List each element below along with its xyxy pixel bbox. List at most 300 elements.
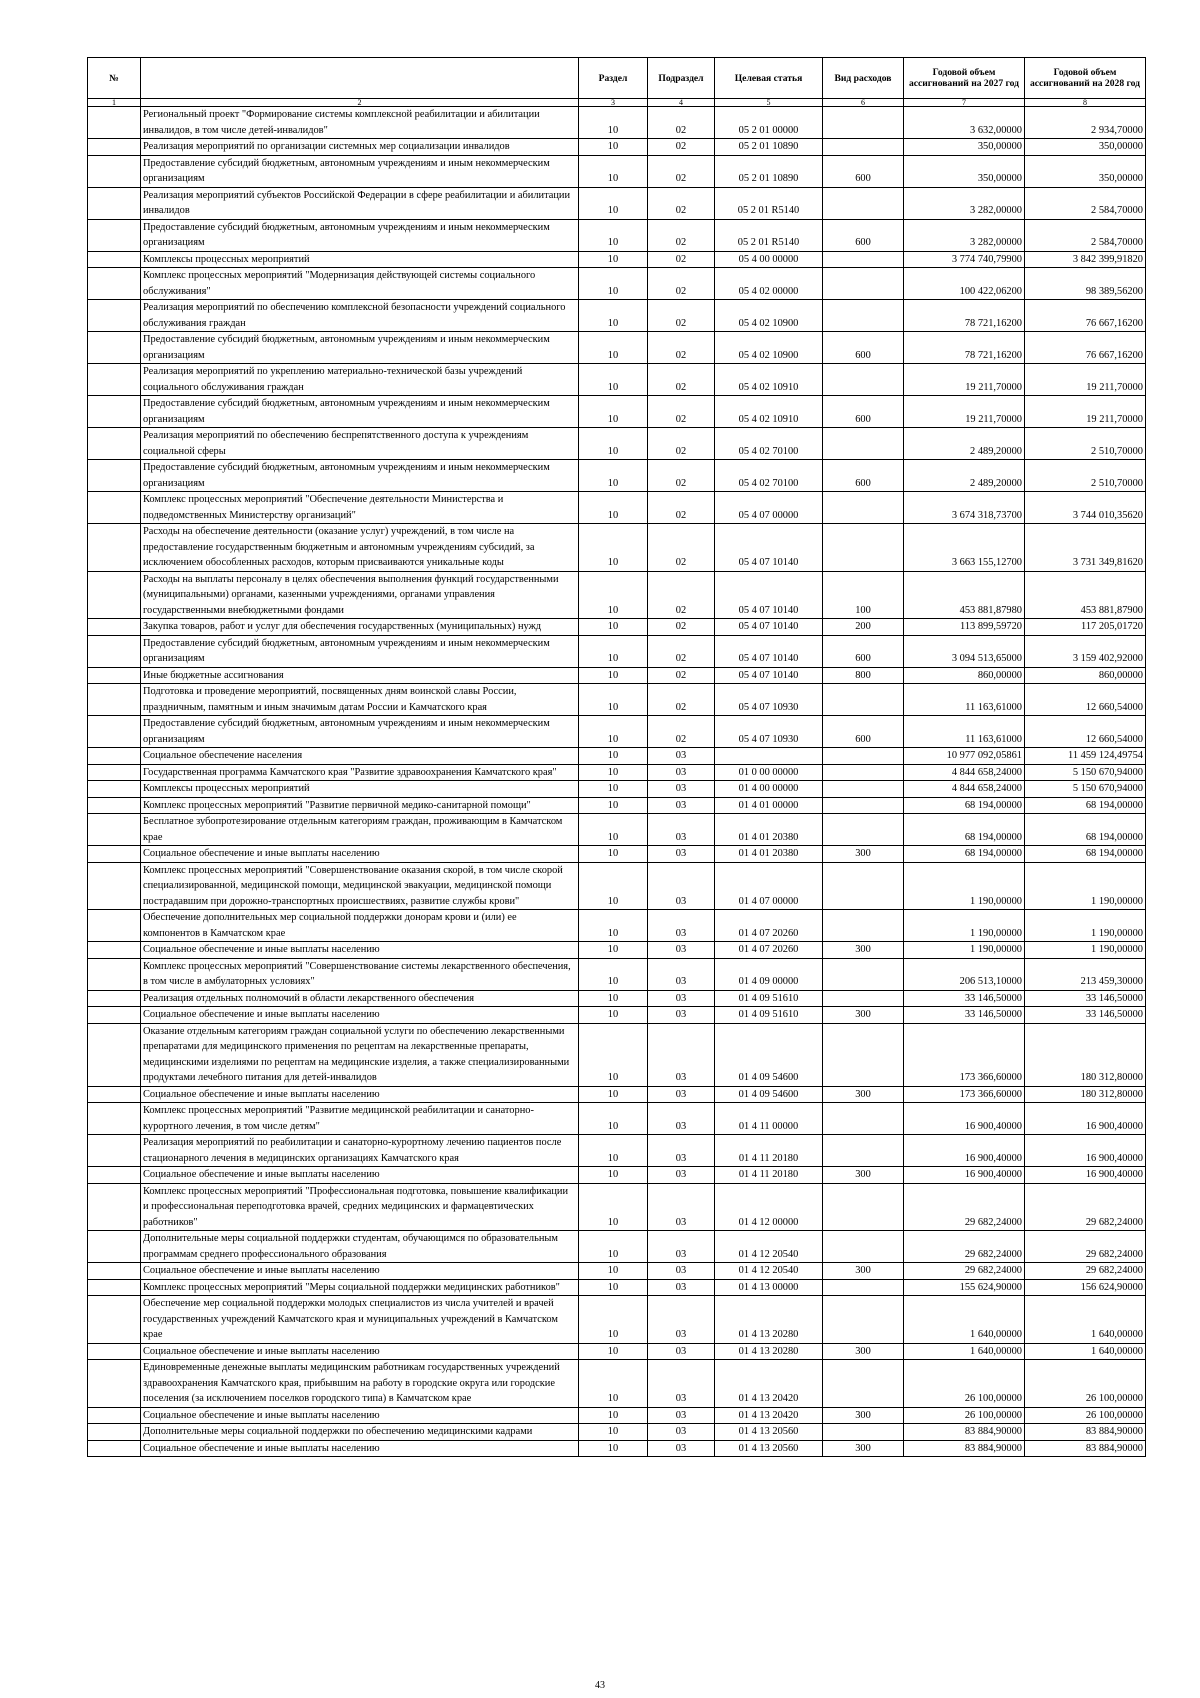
row-name-cell: Комплекс процессных мероприятий "Профессиональная подготовка, повышение квалификации и профессиональная переподготовка врачей, средних медицинских и фармацевтических работников" <box>141 1183 579 1231</box>
row-subsection-cell: 03 <box>648 1440 715 1457</box>
row-expense-type-cell <box>823 1296 904 1344</box>
table-row <box>88 846 1146 863</box>
row-number-cell <box>88 332 141 364</box>
row-number-cell <box>88 667 141 684</box>
row-target-article-cell: 05 4 07 10140 <box>715 571 823 619</box>
row-amount-2027-cell: 68 194,00000 <box>904 797 1025 814</box>
row-amount-2028-cell: 5 150 670,94000 <box>1025 764 1146 781</box>
row-number-cell <box>88 492 141 524</box>
row-name-cell: Комплекс процессных мероприятий "Совершенствование оказания скорой, в том числе скорой специализированной, медицинской помощи, медицинской эвакуации, медицинской помощи пострадавшим при дорожно-транспортных происшествиях, развитие службы крови" <box>141 862 579 910</box>
row-section-cell: 10 <box>579 781 648 798</box>
row-amount-2028-cell: 3 159 402,92000 <box>1025 635 1146 667</box>
column-number: 3 <box>579 99 648 107</box>
row-number-cell <box>88 1231 141 1263</box>
row-section-cell: 10 <box>579 716 648 748</box>
row-section-cell: 10 <box>579 524 648 572</box>
row-amount-2028-cell: 350,00000 <box>1025 155 1146 187</box>
row-number-cell <box>88 1279 141 1296</box>
row-amount-2027-cell: 33 146,50000 <box>904 990 1025 1007</box>
row-expense-type-cell <box>823 428 904 460</box>
table-row <box>88 1440 1146 1457</box>
row-section-cell: 10 <box>579 300 648 332</box>
row-section-cell: 10 <box>579 990 648 1007</box>
row-expense-type-cell <box>823 748 904 765</box>
row-target-article-cell: 01 4 13 20560 <box>715 1424 823 1441</box>
row-amount-2027-cell: 29 682,24000 <box>904 1231 1025 1263</box>
row-expense-type-cell <box>823 797 904 814</box>
row-subsection-cell: 03 <box>648 1007 715 1024</box>
row-expense-type-cell <box>823 1135 904 1167</box>
row-amount-2027-cell: 29 682,24000 <box>904 1183 1025 1231</box>
row-expense-type-cell: 800 <box>823 667 904 684</box>
row-subsection-cell: 03 <box>648 942 715 959</box>
row-subsection-cell: 02 <box>648 364 715 396</box>
row-amount-2027-cell: 173 366,60000 <box>904 1086 1025 1103</box>
row-number-cell <box>88 1086 141 1103</box>
row-section-cell: 10 <box>579 1263 648 1280</box>
row-section-cell: 10 <box>579 910 648 942</box>
row-target-article-cell: 01 4 07 20260 <box>715 910 823 942</box>
row-amount-2028-cell: 76 667,16200 <box>1025 332 1146 364</box>
table-row <box>88 1279 1146 1296</box>
row-subsection-cell: 03 <box>648 1343 715 1360</box>
row-amount-2027-cell: 3 094 513,65000 <box>904 635 1025 667</box>
row-amount-2027-cell: 100 422,06200 <box>904 268 1025 300</box>
row-subsection-cell: 02 <box>648 300 715 332</box>
row-name-cell: Бесплатное зубопротезирование отдельным категориям граждан, проживающим в Камчатском крае <box>141 814 579 846</box>
table-row <box>88 1296 1146 1344</box>
row-target-article-cell: 05 4 02 00000 <box>715 268 823 300</box>
row-expense-type-cell <box>823 958 904 990</box>
row-amount-2027-cell: 3 774 740,79900 <box>904 251 1025 268</box>
row-name-cell: Единовременные денежные выплаты медицинским работникам государственных учреждений здравоохранения Камчатского края, прибывшим на работу в городские округа или городские поселения (за исключением поселков городского типа) в Камчатском крае <box>141 1360 579 1408</box>
table-row <box>88 571 1146 619</box>
row-name-cell: Региональный проект "Формирование системы комплексной реабилитации и абилитации инвалидов, в том числе детей-инвалидов" <box>141 107 579 139</box>
row-amount-2028-cell: 68 194,00000 <box>1025 797 1146 814</box>
row-target-article-cell: 01 4 01 00000 <box>715 797 823 814</box>
row-amount-2027-cell: 19 211,70000 <box>904 396 1025 428</box>
row-expense-type-cell <box>823 862 904 910</box>
row-amount-2027-cell: 3 632,00000 <box>904 107 1025 139</box>
table-row <box>88 1360 1146 1408</box>
row-amount-2027-cell: 16 900,40000 <box>904 1103 1025 1135</box>
row-amount-2028-cell: 16 900,40000 <box>1025 1167 1146 1184</box>
row-expense-type-cell <box>823 364 904 396</box>
row-amount-2027-cell: 1 190,00000 <box>904 942 1025 959</box>
row-number-cell <box>88 428 141 460</box>
row-target-article-cell: 01 4 12 20540 <box>715 1263 823 1280</box>
row-number-cell <box>88 1183 141 1231</box>
row-name-cell: Обеспечение мер социальной поддержки молодых специалистов из числа учителей и врачей государственных учреждений Камчатского края и муниципальных учреждений в Камчатском крае <box>141 1296 579 1344</box>
row-name-cell: Комплекс процессных мероприятий "Развитие первичной медико-санитарной помощи" <box>141 797 579 814</box>
row-target-article-cell: 01 4 13 20420 <box>715 1407 823 1424</box>
column-number: 8 <box>1025 99 1146 107</box>
row-amount-2028-cell: 29 682,24000 <box>1025 1183 1146 1231</box>
row-amount-2028-cell: 19 211,70000 <box>1025 396 1146 428</box>
row-expense-type-cell <box>823 251 904 268</box>
row-subsection-cell: 02 <box>648 492 715 524</box>
row-expense-type-cell: 300 <box>823 1407 904 1424</box>
row-name-cell: Предоставление субсидий бюджетным, автономным учреждениям и иным некоммерческим организациям <box>141 396 579 428</box>
row-name-cell: Реализация мероприятий по реабилитации и санаторно-курортному лечению пациентов после стационарного лечения в медицинских организациях Камчатского края <box>141 1135 579 1167</box>
row-expense-type-cell: 600 <box>823 396 904 428</box>
row-target-article-cell: 05 4 02 70100 <box>715 428 823 460</box>
header-expense-type: Вид расходов <box>823 58 904 99</box>
row-section-cell: 10 <box>579 958 648 990</box>
row-amount-2027-cell: 10 977 092,05861 <box>904 748 1025 765</box>
row-amount-2028-cell: 33 146,50000 <box>1025 990 1146 1007</box>
header-section: Раздел <box>579 58 648 99</box>
row-number-cell <box>88 748 141 765</box>
table-row <box>88 1183 1146 1231</box>
row-number-cell <box>88 635 141 667</box>
row-number-cell <box>88 364 141 396</box>
table-row <box>88 364 1146 396</box>
row-expense-type-cell <box>823 990 904 1007</box>
row-subsection-cell: 02 <box>648 667 715 684</box>
table-row <box>88 1086 1146 1103</box>
row-subsection-cell: 03 <box>648 1103 715 1135</box>
table-row <box>88 268 1146 300</box>
table-row <box>88 460 1146 492</box>
row-expense-type-cell <box>823 764 904 781</box>
row-section-cell: 10 <box>579 1296 648 1344</box>
table-row <box>88 667 1146 684</box>
row-amount-2027-cell: 26 100,00000 <box>904 1407 1025 1424</box>
row-section-cell: 10 <box>579 748 648 765</box>
row-expense-type-cell <box>823 300 904 332</box>
row-expense-type-cell <box>823 1231 904 1263</box>
row-number-cell <box>88 942 141 959</box>
row-name-cell: Комплекс процессных мероприятий "Обеспечение деятельности Министерства и подведомственных Министерству организаций" <box>141 492 579 524</box>
row-number-cell <box>88 619 141 636</box>
row-section-cell: 10 <box>579 684 648 716</box>
row-subsection-cell: 03 <box>648 1407 715 1424</box>
row-subsection-cell: 02 <box>648 635 715 667</box>
row-amount-2028-cell: 1 190,00000 <box>1025 862 1146 910</box>
row-number-cell <box>88 1360 141 1408</box>
row-section-cell: 10 <box>579 814 648 846</box>
row-expense-type-cell: 600 <box>823 635 904 667</box>
row-target-article-cell: 01 4 09 51610 <box>715 990 823 1007</box>
table-row <box>88 990 1146 1007</box>
row-section-cell: 10 <box>579 846 648 863</box>
row-target-article-cell: 05 2 01 10890 <box>715 155 823 187</box>
row-expense-type-cell <box>823 139 904 156</box>
table-row <box>88 524 1146 572</box>
row-target-article-cell: 01 4 07 00000 <box>715 862 823 910</box>
table-row <box>88 910 1146 942</box>
table-row <box>88 1135 1146 1167</box>
row-target-article-cell <box>715 748 823 765</box>
row-name-cell: Дополнительные меры социальной поддержки студентам, обучающимся по образовательным программам среднего профессионального образования <box>141 1231 579 1263</box>
row-amount-2028-cell: 1 640,00000 <box>1025 1343 1146 1360</box>
row-target-article-cell: 01 4 09 51610 <box>715 1007 823 1024</box>
row-expense-type-cell <box>823 492 904 524</box>
row-target-article-cell: 05 4 07 10140 <box>715 635 823 667</box>
row-number-cell <box>88 1263 141 1280</box>
row-number-cell <box>88 1007 141 1024</box>
row-amount-2027-cell: 113 899,59720 <box>904 619 1025 636</box>
row-amount-2028-cell: 213 459,30000 <box>1025 958 1146 990</box>
row-number-cell <box>88 524 141 572</box>
row-name-cell: Комплекс процессных мероприятий "Совершенствование системы лекарственного обеспечения, в том числе в амбулаторных условиях" <box>141 958 579 990</box>
row-number-cell <box>88 781 141 798</box>
table-row <box>88 251 1146 268</box>
row-expense-type-cell: 300 <box>823 1440 904 1457</box>
row-target-article-cell: 01 4 11 20180 <box>715 1167 823 1184</box>
table-row <box>88 1023 1146 1086</box>
row-amount-2028-cell: 1 190,00000 <box>1025 910 1146 942</box>
row-expense-type-cell <box>823 781 904 798</box>
table-row <box>88 748 1146 765</box>
table-row <box>88 942 1146 959</box>
row-section-cell: 10 <box>579 1279 648 1296</box>
row-name-cell: Комплексы процессных мероприятий <box>141 251 579 268</box>
row-number-cell <box>88 155 141 187</box>
row-amount-2027-cell: 26 100,00000 <box>904 1360 1025 1408</box>
row-amount-2028-cell: 29 682,24000 <box>1025 1263 1146 1280</box>
row-name-cell: Комплекс процессных мероприятий "Меры социальной поддержки медицинских работников" <box>141 1279 579 1296</box>
row-number-cell <box>88 396 141 428</box>
row-name-cell: Предоставление субсидий бюджетным, автономным учреждениям и иным некоммерческим организациям <box>141 155 579 187</box>
row-amount-2027-cell: 453 881,87980 <box>904 571 1025 619</box>
row-section-cell: 10 <box>579 139 648 156</box>
row-subsection-cell: 03 <box>648 1279 715 1296</box>
row-amount-2028-cell: 68 194,00000 <box>1025 846 1146 863</box>
row-subsection-cell: 03 <box>648 958 715 990</box>
row-amount-2028-cell: 1 640,00000 <box>1025 1296 1146 1344</box>
column-number: 6 <box>823 99 904 107</box>
row-expense-type-cell: 600 <box>823 460 904 492</box>
table-row <box>88 300 1146 332</box>
row-number-cell <box>88 716 141 748</box>
row-target-article-cell: 01 4 01 20380 <box>715 814 823 846</box>
table-row <box>88 1343 1146 1360</box>
row-target-article-cell: 01 4 09 54600 <box>715 1086 823 1103</box>
row-section-cell: 10 <box>579 1343 648 1360</box>
row-name-cell: Подготовка и проведение мероприятий, посвященных дням воинской славы России, праздничным, памятным и иным значимым датам России и Камчатского края <box>141 684 579 716</box>
row-target-article-cell: 05 2 01 R5140 <box>715 187 823 219</box>
row-subsection-cell: 02 <box>648 524 715 572</box>
row-number-cell <box>88 139 141 156</box>
row-name-cell: Закупка товаров, работ и услуг для обеспечения государственных (муниципальных) нужд <box>141 619 579 636</box>
row-section-cell: 10 <box>579 797 648 814</box>
row-name-cell: Социальное обеспечение и иные выплаты населению <box>141 846 579 863</box>
row-amount-2028-cell: 860,00000 <box>1025 667 1146 684</box>
row-amount-2027-cell: 11 163,61000 <box>904 684 1025 716</box>
row-amount-2027-cell: 16 900,40000 <box>904 1135 1025 1167</box>
row-target-article-cell: 05 4 00 00000 <box>715 251 823 268</box>
row-name-cell: Социальное обеспечение и иные выплаты населению <box>141 1343 579 1360</box>
row-name-cell: Социальное обеспечение и иные выплаты населению <box>141 1263 579 1280</box>
row-section-cell: 10 <box>579 1360 648 1408</box>
table-row <box>88 1231 1146 1263</box>
row-subsection-cell: 03 <box>648 1231 715 1263</box>
row-target-article-cell: 05 4 07 10930 <box>715 684 823 716</box>
row-name-cell: Комплекс процессных мероприятий "Модернизация действующей системы социального обслуживания" <box>141 268 579 300</box>
row-name-cell: Предоставление субсидий бюджетным, автономным учреждениям и иным некоммерческим организациям <box>141 716 579 748</box>
row-number-cell <box>88 684 141 716</box>
row-amount-2028-cell: 26 100,00000 <box>1025 1407 1146 1424</box>
row-name-cell: Социальное обеспечение и иные выплаты населению <box>141 1440 579 1457</box>
row-number-cell <box>88 1135 141 1167</box>
row-amount-2027-cell: 1 190,00000 <box>904 862 1025 910</box>
row-expense-type-cell <box>823 1360 904 1408</box>
row-number-cell <box>88 268 141 300</box>
row-expense-type-cell: 300 <box>823 942 904 959</box>
row-expense-type-cell: 300 <box>823 1086 904 1103</box>
row-amount-2028-cell: 2 934,70000 <box>1025 107 1146 139</box>
row-expense-type-cell <box>823 1183 904 1231</box>
row-subsection-cell: 02 <box>648 619 715 636</box>
row-name-cell: Расходы на обеспечение деятельности (оказание услуг) учреждений, в том числе на предоставление государственным бюджетным и автономным учреждениям субсидий, за исключением обособленных расходов, которым присваиваются уникальные коды <box>141 524 579 572</box>
row-section-cell: 10 <box>579 428 648 460</box>
row-target-article-cell: 01 4 13 20420 <box>715 1360 823 1408</box>
row-target-article-cell: 01 4 13 00000 <box>715 1279 823 1296</box>
row-section-cell: 10 <box>579 1023 648 1086</box>
row-amount-2027-cell: 206 513,10000 <box>904 958 1025 990</box>
row-amount-2028-cell: 98 389,56200 <box>1025 268 1146 300</box>
row-expense-type-cell: 600 <box>823 155 904 187</box>
row-expense-type-cell <box>823 910 904 942</box>
table-header <box>88 58 1146 107</box>
table-row <box>88 1167 1146 1184</box>
row-amount-2027-cell: 3 663 155,12700 <box>904 524 1025 572</box>
page-number: 43 <box>595 1680 605 1691</box>
row-amount-2028-cell: 3 744 010,35620 <box>1025 492 1146 524</box>
row-subsection-cell: 03 <box>648 1183 715 1231</box>
row-target-article-cell: 05 2 01 R5140 <box>715 219 823 251</box>
row-amount-2028-cell: 83 884,90000 <box>1025 1440 1146 1457</box>
row-amount-2028-cell: 156 624,90000 <box>1025 1279 1146 1296</box>
row-section-cell: 10 <box>579 619 648 636</box>
row-amount-2027-cell: 350,00000 <box>904 155 1025 187</box>
row-amount-2028-cell: 453 881,87900 <box>1025 571 1146 619</box>
row-section-cell: 10 <box>579 942 648 959</box>
row-amount-2027-cell: 16 900,40000 <box>904 1167 1025 1184</box>
row-subsection-cell: 02 <box>648 716 715 748</box>
budget-table <box>87 57 1146 1457</box>
row-subsection-cell: 03 <box>648 781 715 798</box>
row-number-cell <box>88 1167 141 1184</box>
row-section-cell: 10 <box>579 107 648 139</box>
header-target-article: Целевая статья <box>715 58 823 99</box>
row-name-cell: Социальное обеспечение и иные выплаты населению <box>141 1407 579 1424</box>
row-name-cell: Социальное обеспечение и иные выплаты населению <box>141 942 579 959</box>
row-expense-type-cell: 600 <box>823 332 904 364</box>
column-number: 4 <box>648 99 715 107</box>
row-name-cell: Обеспечение дополнительных мер социальной поддержки донорам крови и (или) ее компонентов в Камчатском крае <box>141 910 579 942</box>
row-section-cell: 10 <box>579 364 648 396</box>
row-target-article-cell: 01 4 09 00000 <box>715 958 823 990</box>
row-subsection-cell: 02 <box>648 187 715 219</box>
table-row <box>88 219 1146 251</box>
row-expense-type-cell <box>823 1424 904 1441</box>
row-target-article-cell: 05 4 02 10900 <box>715 332 823 364</box>
row-section-cell: 10 <box>579 635 648 667</box>
row-amount-2028-cell: 26 100,00000 <box>1025 1360 1146 1408</box>
row-amount-2028-cell: 2 510,70000 <box>1025 460 1146 492</box>
row-target-article-cell: 05 2 01 10890 <box>715 139 823 156</box>
row-target-article-cell: 01 4 12 20540 <box>715 1231 823 1263</box>
row-name-cell: Комплексы процессных мероприятий <box>141 781 579 798</box>
row-expense-type-cell: 300 <box>823 1007 904 1024</box>
row-subsection-cell: 03 <box>648 910 715 942</box>
row-number-cell <box>88 107 141 139</box>
row-number-cell <box>88 219 141 251</box>
row-amount-2028-cell: 68 194,00000 <box>1025 814 1146 846</box>
row-subsection-cell: 02 <box>648 684 715 716</box>
row-number-cell <box>88 958 141 990</box>
row-name-cell: Расходы на выплаты персоналу в целях обеспечения выполнения функций государственными (муниципальными) органами, казенными учреждениями, органами управления государственными внебюджетными фондами <box>141 571 579 619</box>
row-number-cell <box>88 1103 141 1135</box>
row-subsection-cell: 02 <box>648 155 715 187</box>
row-target-article-cell: 05 4 07 10140 <box>715 524 823 572</box>
table-body <box>88 107 1146 1457</box>
row-amount-2027-cell: 68 194,00000 <box>904 846 1025 863</box>
row-expense-type-cell <box>823 187 904 219</box>
row-amount-2028-cell: 2 510,70000 <box>1025 428 1146 460</box>
row-number-cell <box>88 187 141 219</box>
column-number-row <box>88 99 1146 107</box>
row-section-cell: 10 <box>579 1440 648 1457</box>
row-number-cell <box>88 1343 141 1360</box>
row-subsection-cell: 02 <box>648 428 715 460</box>
row-subsection-cell: 03 <box>648 862 715 910</box>
row-amount-2028-cell: 11 459 124,49754 <box>1025 748 1146 765</box>
table-row <box>88 684 1146 716</box>
table-row <box>88 428 1146 460</box>
table-row <box>88 781 1146 798</box>
table-row <box>88 1103 1146 1135</box>
row-section-cell: 10 <box>579 1086 648 1103</box>
row-section-cell: 10 <box>579 460 648 492</box>
row-section-cell: 10 <box>579 492 648 524</box>
row-amount-2028-cell: 12 660,54000 <box>1025 716 1146 748</box>
row-section-cell: 10 <box>579 1407 648 1424</box>
row-amount-2027-cell: 3 282,00000 <box>904 219 1025 251</box>
table-row <box>88 1263 1146 1280</box>
row-target-article-cell: 01 0 00 00000 <box>715 764 823 781</box>
table-row <box>88 396 1146 428</box>
row-section-cell: 10 <box>579 1231 648 1263</box>
row-target-article-cell: 01 4 13 20280 <box>715 1343 823 1360</box>
row-subsection-cell: 03 <box>648 1023 715 1086</box>
header-subsection: Подраздел <box>648 58 715 99</box>
row-number-cell <box>88 764 141 781</box>
header-year-2028: Годовой объем ассигнований на 2028 год <box>1025 58 1146 99</box>
row-expense-type-cell <box>823 1279 904 1296</box>
row-subsection-cell: 03 <box>648 846 715 863</box>
row-amount-2027-cell: 173 366,60000 <box>904 1023 1025 1086</box>
row-expense-type-cell: 300 <box>823 846 904 863</box>
row-name-cell: Предоставление субсидий бюджетным, автономным учреждениям и иным некоммерческим организациям <box>141 460 579 492</box>
row-target-article-cell: 05 4 07 10140 <box>715 667 823 684</box>
row-target-article-cell: 01 4 11 00000 <box>715 1103 823 1135</box>
row-amount-2027-cell: 2 489,20000 <box>904 460 1025 492</box>
row-expense-type-cell <box>823 1023 904 1086</box>
row-target-article-cell: 05 4 07 00000 <box>715 492 823 524</box>
row-subsection-cell: 03 <box>648 990 715 1007</box>
row-name-cell: Иные бюджетные ассигнования <box>141 667 579 684</box>
header-number: № <box>88 58 141 99</box>
row-amount-2027-cell: 3 674 318,73700 <box>904 492 1025 524</box>
row-name-cell: Социальное обеспечение населения <box>141 748 579 765</box>
row-section-cell: 10 <box>579 1167 648 1184</box>
table-row <box>88 716 1146 748</box>
row-number-cell <box>88 862 141 910</box>
